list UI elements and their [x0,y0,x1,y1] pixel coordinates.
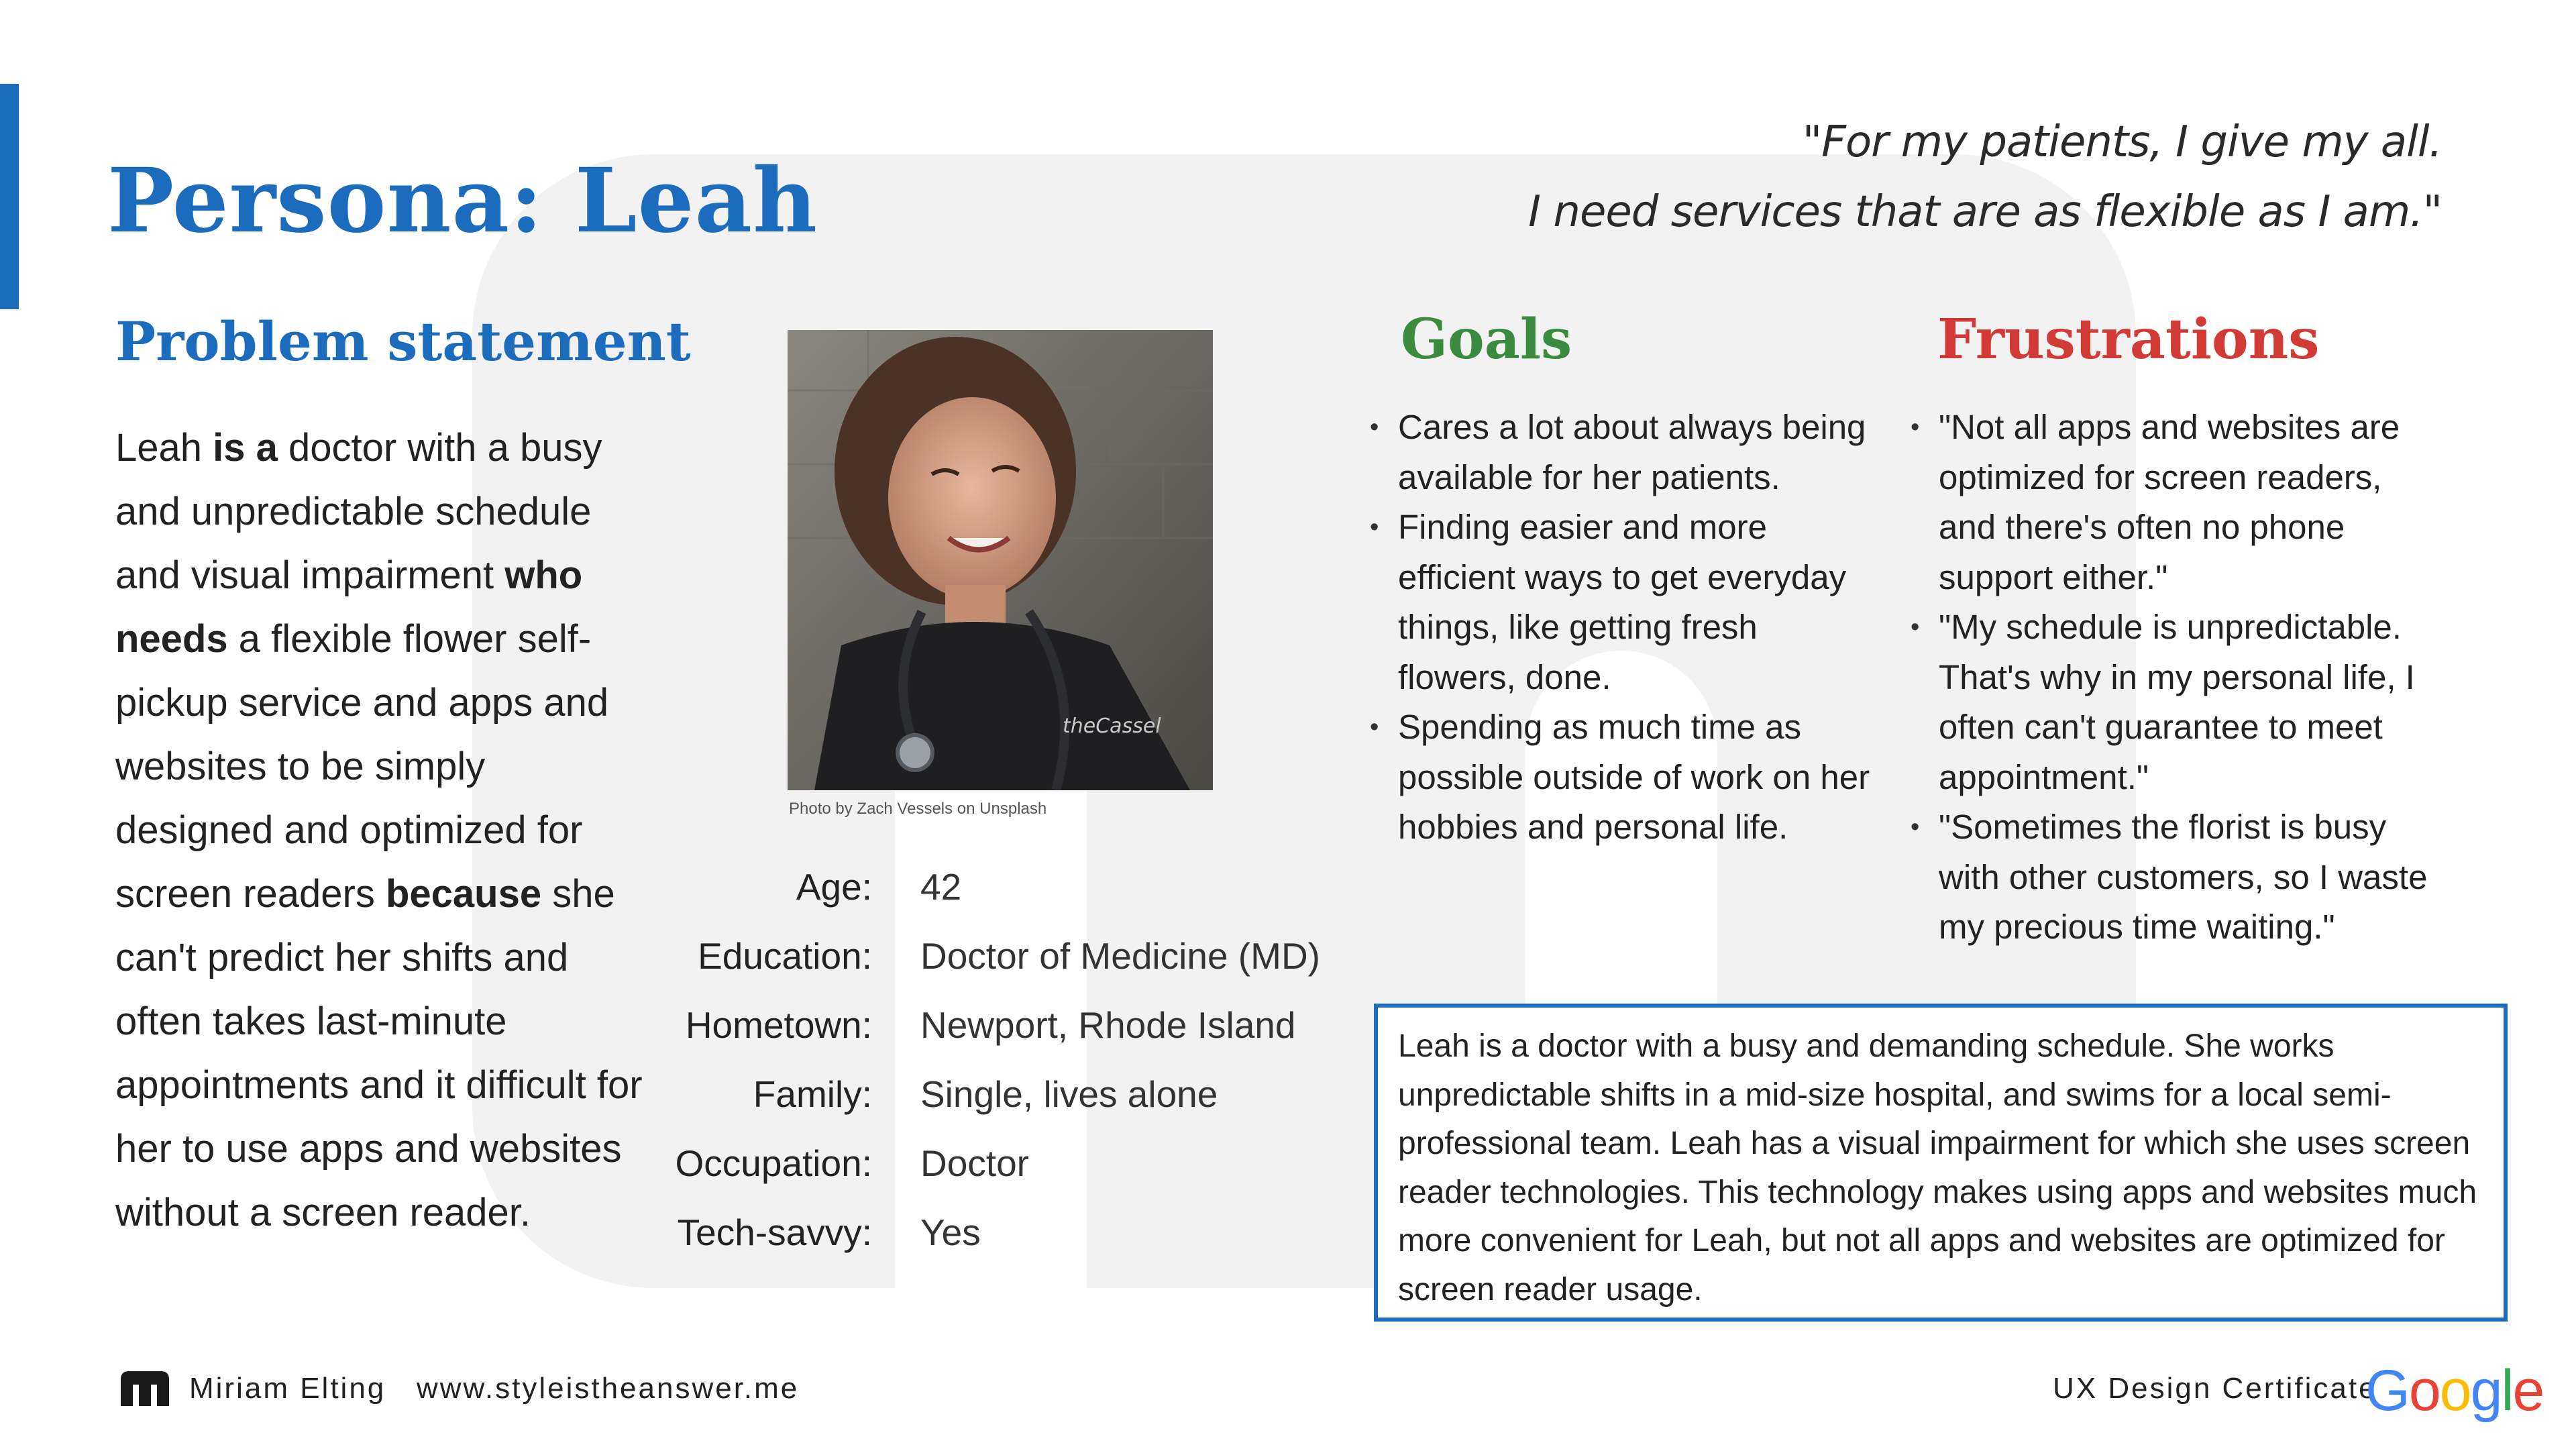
google-logo-letter: o [2439,1358,2471,1423]
persona-photo [788,330,1213,790]
problem-text-segment: doctor with a busy and unpredictable schedule and visual impairment [115,426,602,597]
fact-value: Doctor [920,1142,1029,1184]
goal-item: • Cares a lot about always being available for her patients. [1370,402,1880,502]
goals-list [1370,402,1880,853]
fact-row [644,1073,1382,1142]
google-logo-letter: o [2408,1358,2440,1423]
problem-text-segment: a flexible flower self-pickup service and apps and websites to be simply designed and optimized for screen readers [115,617,609,916]
fact-value: Newport, Rhode Island [920,1004,1296,1046]
title-accent-bar [0,84,19,309]
persona-quote [1415,107,2442,247]
fact-label: Tech-savvy: [677,1212,872,1253]
persona-bio-text: Leah is a doctor with a busy and demanding schedule. She works unpredictable shifts in a mid-size hospital, and swims for a local semi-professional team. Leah has a visual impairment for which she uses screen reader technologies. This technology makes using apps and websites much more convenient for Leah, but not all apps and websites are optimized for screen reader usage. [1398,1028,2477,1307]
author-website: www.styleistheanswer.me [416,1372,800,1405]
frustration-item: • "Sometimes the florist is busy with other customers, so I waste my precious time waiting." [1911,802,2440,953]
google-logo-letter: G [2365,1358,2409,1423]
photo-credit: Photo by Zach Vessels on Unsplash [789,800,1047,818]
problem-statement-text [115,416,645,1244]
problem-emphasis: because [385,872,542,916]
author-name: Miriam Elting [189,1372,386,1405]
fact-label: Occupation: [675,1142,872,1184]
fact-row [644,1211,1382,1280]
shirt-text: theCassel [1063,714,1161,738]
fact-row [644,1004,1382,1073]
problem-statement-heading: Problem statement [115,310,691,373]
certificate-label: UX Design Certificate [2053,1372,2377,1405]
frustration-item: • "My schedule is unpredictable. That's why in my personal life, I often can't guarantee to meet appointment." [1911,602,2440,802]
google-logo [2365,1358,2543,1424]
fact-label: Family: [753,1073,872,1115]
goals-heading: Goals [1401,307,1572,372]
footer-author [189,1372,799,1405]
google-logo-letter: e [2512,1358,2544,1423]
problem-emphasis: is a [213,426,278,470]
persona-facts [644,865,1382,1280]
fact-value: Yes [920,1212,981,1253]
google-logo-letter: l [2501,1358,2513,1423]
page-title: Persona: Leah [107,149,818,253]
fact-row [644,934,1382,1004]
frustration-item: • "Not all apps and websites are optimized for screen readers, and there's often no phone support either." [1911,402,2440,602]
quote-line-2: I need services that are as flexible as I am." [1528,187,2442,237]
fact-value: 42 [920,866,962,908]
frustrations-heading: Frustrations [1937,307,2320,372]
problem-text-segment: Leah [115,426,213,470]
fact-label: Education: [698,935,872,977]
persona-bio-box [1374,1004,2508,1322]
google-logo-letter: g [2470,1358,2502,1423]
fact-value: Doctor of Medicine (MD) [920,935,1320,977]
fact-label: Hometown: [685,1004,872,1046]
frustrations-list [1911,402,2440,953]
fact-row [644,1142,1382,1211]
fact-row [644,865,1382,934]
fact-value: Single, lives alone [920,1073,1218,1115]
problem-text-segment: she can't predict her shifts and often takes last-minute appointments and it difficult for her to use apps and websites without a screen reader. [115,872,643,1234]
author-logo-icon [121,1371,169,1406]
goal-item: • Finding easier and more efficient ways to get everyday things, like getting fresh flowers, done. [1370,502,1880,702]
problem-emphasis: who needs [115,553,583,661]
fact-label: Age: [796,866,872,908]
goal-item: • Spending as much time as possible outside of work on her hobbies and personal life. [1370,702,1880,853]
quote-line-1: "For my patients, I give my all. [1802,117,2442,167]
